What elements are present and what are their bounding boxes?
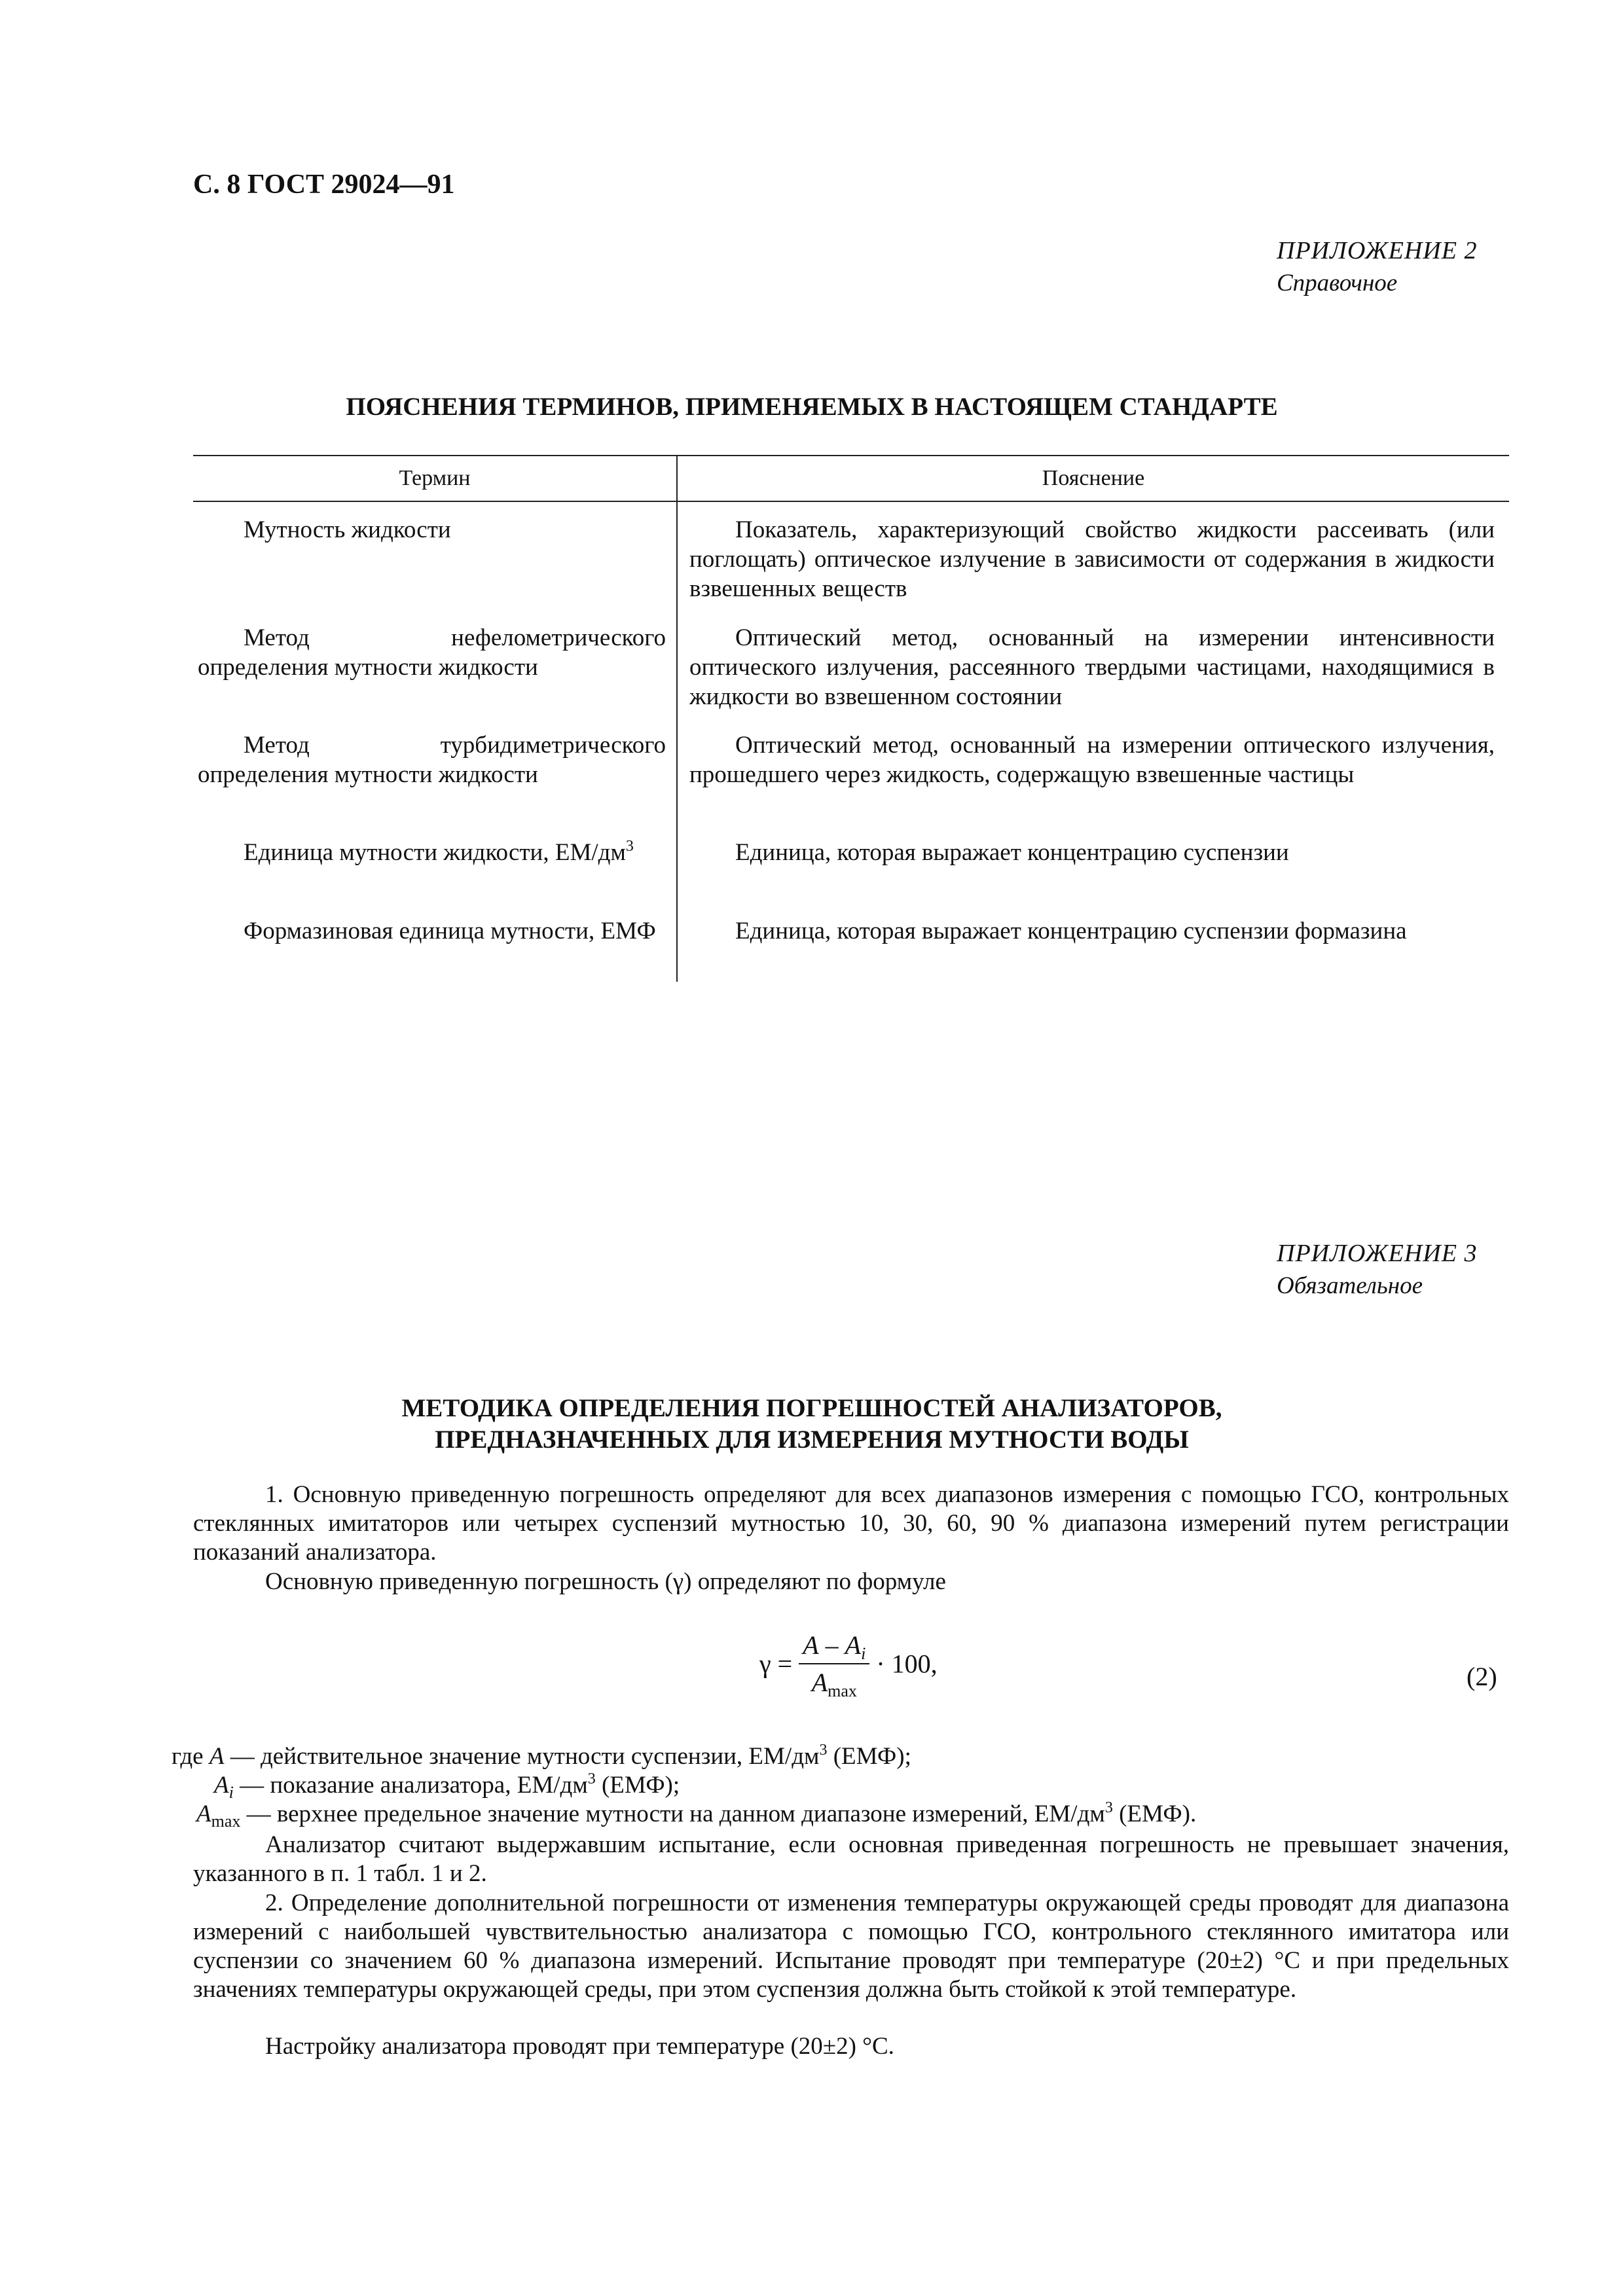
paragraph-setup: Настройку анализатора проводят при температуре (20±2) °С.	[265, 2033, 894, 2060]
appendix-3-title-line-2: ПРЕДНАЗНАЧЕННЫХ ДЛЯ ИЗМЕРЕНИЯ МУТНОСТИ ВОДЫ	[435, 1426, 1189, 1454]
table-header-rule	[193, 501, 1509, 502]
legend-line-a-i	[172, 1771, 1196, 1800]
table-row-term	[198, 838, 666, 867]
appendix-2-status: Справочное	[1277, 270, 1398, 296]
symbol-a-i: A	[845, 1630, 862, 1660]
legend-symbol: A	[209, 1743, 225, 1770]
subscript-i: i	[861, 1644, 866, 1663]
page-header: С. 8 ГОСТ 29024—91	[193, 170, 455, 200]
appendix-2-name: ПРИЛОЖЕНИЕ 2	[1277, 237, 1478, 264]
subscript: max	[211, 1812, 241, 1831]
formula-denominator	[799, 1664, 869, 1698]
legend-text: — показание анализатора, ЕМ/дм	[233, 1772, 588, 1799]
legend-line-a-max	[172, 1800, 1196, 1829]
formula-fraction	[799, 1630, 869, 1698]
superscript: 3	[625, 838, 634, 855]
legend-unit: (ЕМФ).	[1112, 1801, 1197, 1827]
formula-number: (2)	[1467, 1662, 1497, 1691]
table-row-term: Формазиновая единица мутности, ЕМФ	[244, 918, 656, 944]
formula-legend	[172, 1742, 1196, 1829]
formula-numerator	[799, 1630, 869, 1664]
table-row-explanation: Показатель, характеризующий свойство жидкости рассеивать (или поглощать) оптическое излучение в зависимости от содержания в жидкости взвешенных веществ	[689, 516, 1495, 602]
subscript-max: max	[828, 1681, 857, 1700]
paragraph-test-pass: Анализатор считают выдержавшим испытание, если основная приведенная погрешность не превышает значения, указанного в п. 1 табл. 1 и 2.	[193, 1831, 1509, 1887]
formula-lhs: γ =	[759, 1649, 793, 1679]
legend-symbol: A	[214, 1772, 229, 1799]
term-text: Единица мутности жидкости, ЕМ/дм	[244, 839, 626, 866]
superscript: 3	[1104, 1799, 1113, 1816]
appendix-3-label	[1277, 1237, 1477, 1302]
paragraph-2: 2. Определение дополнительной погрешности от изменения температуры окружающей среды проводят для диапазона измерений с наибольшей чувствительностью анализатора с помощью ГСО, контрольного стеклянного имитатора или суспензии со значением 60 % диапазона измерений. Испытание проводят при температуре (20±2) °С и при предельных значениях температуры окружающей среды, при этом суспензия должна быть стойкой к этой температуре.	[193, 1890, 1509, 2003]
legend-symbol: A	[196, 1801, 211, 1827]
table-row-explanation: Оптический метод, основанный на измерении оптического излучения, прошедшего через жидкость, содержащую взвешенные частицы	[689, 732, 1495, 788]
legend-unit: (ЕМФ);	[595, 1772, 680, 1799]
paragraph-formula-intro: Основную приведенную погрешность (γ) определяют по формуле	[265, 1568, 946, 1595]
appendix-2-title: ПОЯСНЕНИЯ ТЕРМИНОВ, ПРИМЕНЯЕМЫХ В НАСТОЯЩЕМ СТАНДАРТЕ	[346, 393, 1278, 421]
table-row-term: Метод нефелометрического определения мутности жидкости	[198, 624, 666, 681]
table-column-divider	[676, 455, 678, 982]
column-header-term: Термин	[399, 466, 471, 490]
appendix-3-title	[170, 1393, 1453, 1456]
formula-tail: · 100,	[876, 1649, 938, 1679]
formula-gamma	[759, 1630, 938, 1698]
subscript: i	[228, 1783, 234, 1802]
table-row-explanation: Оптический метод, основанный на измерении интенсивности оптического излучения, рассеянного твердыми частицами, находящимися в жидкости во взвешенном состоянии	[689, 624, 1495, 710]
legend-text: — верхнее предельное значение мутности на данном диапазоне измерений, ЕМ/дм	[240, 1801, 1105, 1827]
table-row-explanation: Единица, которая выражает концентрацию суспензии	[735, 839, 1289, 866]
superscript: 3	[819, 1742, 828, 1759]
column-header-explanation: Пояснение	[1042, 466, 1145, 490]
table-row-explanation: Единица, которая выражает концентрацию суспензии формазина	[735, 918, 1407, 944]
appendix-3-title-line-1: МЕТОДИКА ОПРЕДЕЛЕНИЯ ПОГРЕШНОСТЕЙ АНАЛИЗАТОРОВ,	[401, 1394, 1222, 1422]
appendix-3-status: Обязательное	[1277, 1272, 1423, 1299]
legend-unit: (ЕМФ);	[827, 1743, 911, 1770]
legend-line-a	[172, 1742, 1196, 1771]
paragraph-1: 1. Основную приведенную погрешность определяют для всех диапазонов измерения с помощью ГСО, контрольных стеклянных имитаторов или четырех суспензий мутностью 10, 30, 60, 90 % диапазона измерений путем регистрации показаний анализатора.	[193, 1481, 1509, 1566]
symbol-a: A	[803, 1630, 819, 1660]
appendix-3-name: ПРИЛОЖЕНИЕ 3	[1277, 1240, 1478, 1267]
table-row-term: Мутность жидкости	[244, 516, 451, 543]
appendix-2-label	[1277, 234, 1477, 300]
table-top-rule	[193, 455, 1509, 456]
symbol-a-max: A	[811, 1668, 828, 1697]
legend-where: где	[172, 1743, 210, 1770]
legend-text: — действительное значение мутности суспензии, ЕМ/дм	[224, 1743, 820, 1770]
superscript: 3	[587, 1770, 596, 1787]
table-row-term: Метод турбидиметрического определения мутности жидкости	[198, 732, 666, 788]
minus-sign: –	[818, 1630, 845, 1660]
